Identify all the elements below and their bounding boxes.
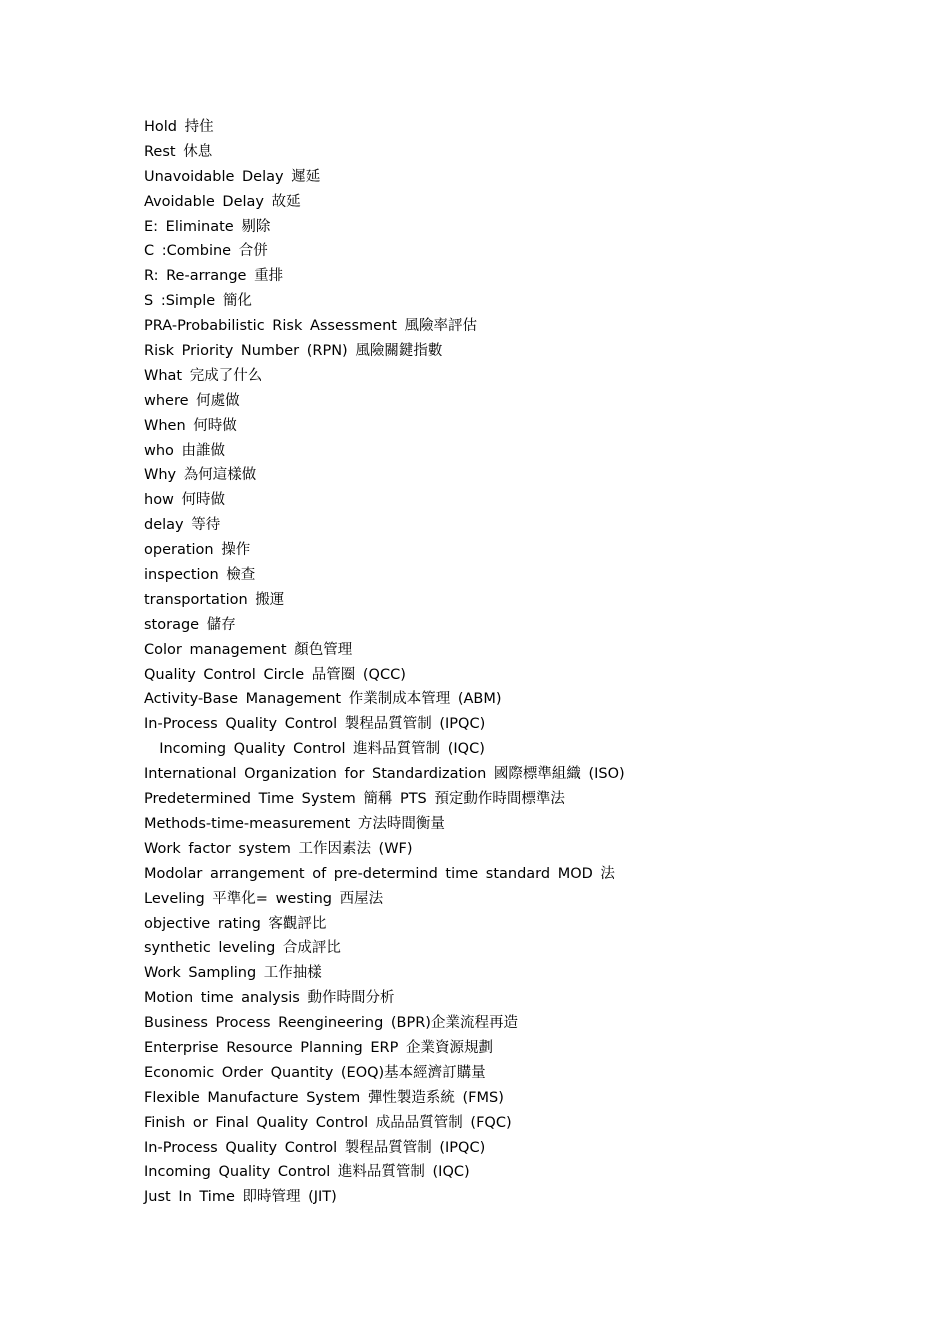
term-line: Work Sampling 工作抽樣 — [144, 965, 322, 982]
term-line: Incoming Quality Control 進料品質管制 (IQC) — [144, 1164, 470, 1181]
term-line: Quality Control Circle 品管圈 (QCC) — [144, 666, 406, 683]
term-line: delay 等待 — [144, 517, 221, 534]
term-line: how 何時做 — [144, 492, 226, 509]
term-line: Color management 顏色管理 — [144, 641, 353, 658]
term-line: E: Eliminate 剔除 — [144, 218, 271, 235]
term-line: objective rating 客觀評比 — [144, 915, 327, 932]
term-line: Methods-time-measurement 方法時間衡量 — [144, 815, 445, 832]
term-line: Economic Order Quantity (EOQ)基本經濟訂購量 — [144, 1064, 486, 1081]
term-list — [144, 115, 625, 1210]
term-line: Flexible Manufacture System 彈性製造系統 (FMS) — [144, 1089, 504, 1106]
term-line: inspection 檢查 — [144, 567, 256, 584]
term-line: Predetermined Time System 簡稱 PTS 預定動作時間標準法 — [144, 791, 565, 808]
term-line: where 何處做 — [144, 392, 240, 409]
term-line: Hold 持住 — [144, 119, 214, 135]
term-line: transportation 搬運 — [144, 591, 285, 608]
term-line: International Organization for Standardization 國際標準組織 (ISO) — [144, 766, 625, 783]
term-line: In-Process Quality Control 製程品質管制 (IPQC) — [144, 1139, 486, 1156]
term-line: synthetic leveling 合成評比 — [144, 940, 341, 957]
term-line: R: Re-arrange 重排 — [144, 268, 284, 285]
term-line: Enterprise Resource Planning ERP 企業資源規劃 — [144, 1039, 493, 1056]
term-line: Business Process Reengineering (BPR)企業流程再造 — [144, 1015, 518, 1032]
term-line: Leveling 平準化= westing 西屋法 — [144, 890, 384, 907]
term-line: Just In Time 即時管理 (JIT) — [144, 1189, 337, 1206]
term-line: When 何時做 — [144, 417, 237, 434]
term-line: Activity-Base Management 作業制成本管理 (ABM) — [144, 691, 502, 708]
term-line: C :Combine 合併 — [144, 243, 268, 260]
term-line: who 由誰做 — [144, 442, 226, 459]
term-line: operation 操作 — [144, 542, 251, 559]
term-line: PRA-Probabilistic Risk Assessment 風險率評估 — [144, 318, 478, 335]
term-line: Modolar arrangement of pre-determind time standard MOD 法 — [144, 865, 615, 882]
term-line: storage 儲存 — [144, 616, 236, 633]
term-line: Work factor system 工作因素法 (WF) — [144, 840, 413, 857]
term-line: Finish or Final Quality Control 成品品質管制 (FQC) — [144, 1114, 512, 1131]
term-line: Motion time analysis 動作時間分析 — [144, 990, 395, 1007]
term-line: Unavoidable Delay 遲延 — [144, 168, 321, 185]
term-line: S :Simple 簡化 — [144, 293, 252, 310]
term-line: Risk Priority Number (RPN) 風險關鍵指數 — [144, 343, 443, 360]
term-line: What 完成了什么 — [144, 367, 263, 384]
term-line: Why 為何這樣做 — [144, 467, 257, 484]
term-line: Avoidable Delay 故延 — [144, 193, 301, 210]
term-line: Incoming Quality Control 進料品質管制 (IQC) — [144, 741, 485, 758]
term-line: In-Process Quality Control 製程品質管制 (IPQC) — [144, 716, 486, 733]
term-line: Rest 休息 — [144, 143, 213, 160]
